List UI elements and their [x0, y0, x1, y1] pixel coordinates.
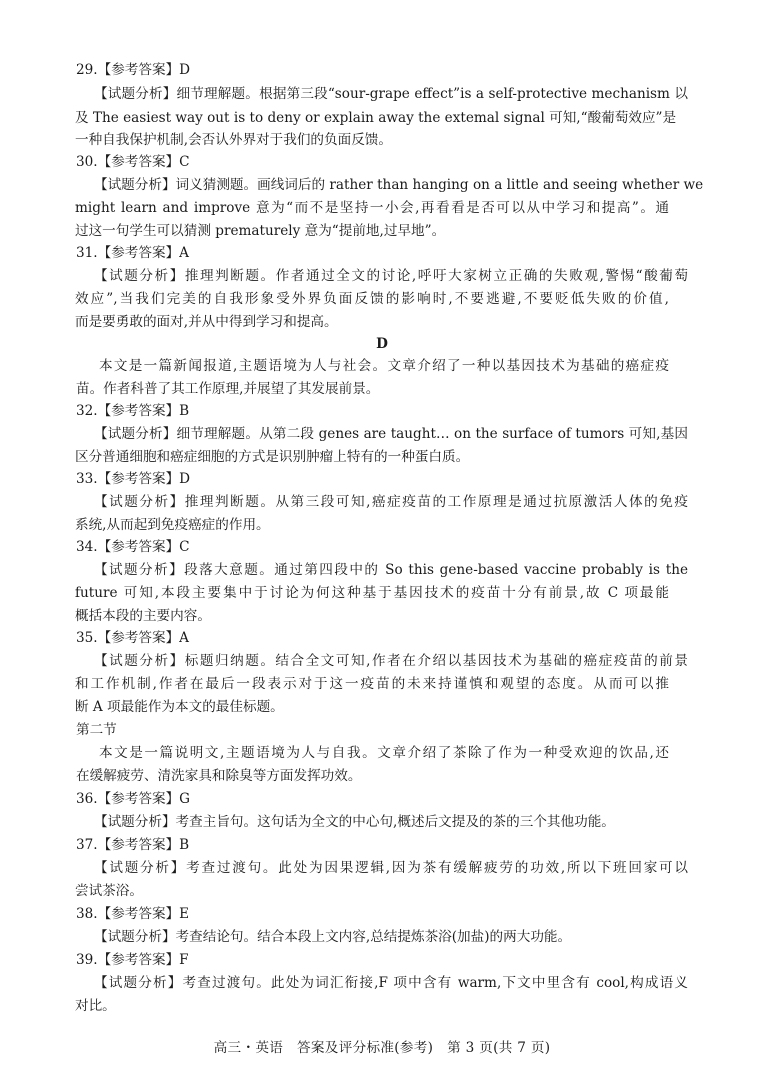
- analysis-35-line3: 断 A 项最能作为本文的最佳标题。: [75, 699, 284, 715]
- answer-34: 34.【参考答案】C: [76, 539, 190, 555]
- analysis-38: 【试题分析】考查结论句。结合本段上文内容,总结提炼茶浴(加盐)的两大功能。: [94, 929, 572, 945]
- analysis-30: 【试题分析】词义猜测题。画线词后的 rather than hanging on a little and seeing whether we: [94, 177, 704, 193]
- passage-d-summary-line2: 苗。作者科普了其工作原理,并展望了其发展前景。: [76, 381, 380, 397]
- answer-37: 37.【参考答案】B: [76, 837, 190, 853]
- analysis-37-line2: 尝试茶浴。: [75, 883, 143, 899]
- section-heading-d: D: [376, 336, 388, 352]
- analysis-31-line2: 效应”,当我们完美的自我形象受外界负面反馈的影响时,不要逃避,不要贬低失败的价值,: [75, 291, 669, 307]
- analysis-39-line2: 对比。: [75, 998, 116, 1014]
- passage-part2-summary-line2: 在缓解疲劳、清洗家具和除臭等方面发挥功效。: [76, 768, 362, 784]
- answer-38: 38.【参考答案】E: [76, 906, 190, 922]
- passage-d-summary: 本文是一篇新闻报道,主题语境为人与社会。文章介绍了一种以基因技术为基础的癌症疫: [99, 358, 669, 374]
- analysis-35-line2: 和工作机制,作者在最后一段表示对于这一疫苗的未来持谨慎和观望的态度。从而可以推: [75, 676, 669, 692]
- analysis-31: 【试题分析】推理判断题。作者通过全文的讨论,呼吁大家树立正确的失败观,警惕“酸葡萄: [94, 268, 688, 284]
- answer-32: 32.【参考答案】B: [76, 403, 190, 419]
- analysis-34-line3: 概括本段的主要内容。: [75, 608, 211, 624]
- analysis-33: 【试题分析】推理判断题。从第三段可知,癌症疫苗的工作原理是通过抗原激活人体的免疫: [94, 494, 688, 510]
- analysis-29: 【试题分析】细节理解题。根据第三段“sour-grape effect”is a self-protective mechanism 以: [94, 86, 688, 102]
- passage-part2-summary: 本文是一篇说明文,主题语境为人与自我。文章介绍了茶除了作为一种受欢迎的饮品,还: [99, 745, 669, 761]
- page-footer: 高三・英语 答案及评分标准(参考) 第 3 页(共 7 页): [213, 1040, 551, 1056]
- analysis-29-line3: 一种自我保护机制,会否认外界对于我们的负面反馈。: [75, 132, 392, 148]
- answer-39: 39.【参考答案】F: [76, 952, 189, 968]
- answer-35: 35.【参考答案】A: [76, 630, 189, 646]
- analysis-33-line2: 系统,从而起到免疫癌症的作用。: [75, 517, 270, 533]
- analysis-32: 【试题分析】细节理解题。从第二段 genes are taught… on the surface of tumors 可知,基因: [94, 426, 688, 442]
- analysis-35: 【试题分析】标题归纳题。结合全文可知,作者在介绍以基因技术为基础的癌症疫苗的前景: [94, 653, 688, 669]
- analysis-37: 【试题分析】考查过渡句。此处为因果逻辑,因为茶有缓解疲劳的功效,所以下班回家可以: [94, 860, 688, 876]
- analysis-30-line2: might learn and improve 意为“而不是坚持一小会,再看看是否可以从中学习和提高”。通: [75, 200, 669, 216]
- analysis-34-line2: future 可知,本段主要集中于讨论为何这种基于基因技术的疫苗十分有前景,故 C 项最能: [75, 585, 669, 601]
- section-heading-part2: 第二节: [76, 722, 117, 738]
- analysis-39: 【试题分析】考查过渡句。此处为词汇衔接,F 项中含有 warm,下文中里含有 cool,构成语义: [94, 975, 688, 991]
- answer-33: 33.【参考答案】D: [76, 471, 191, 487]
- answer-30: 30.【参考答案】C: [76, 154, 190, 170]
- analysis-34: 【试题分析】段落大意题。通过第四段中的 So this gene-based vaccine probably is the: [94, 562, 688, 578]
- answer-29: 29.【参考答案】D: [76, 62, 191, 78]
- analysis-36: 【试题分析】考查主旨句。这句话为全文的中心句,概述后文提及的茶的三个其他功能。: [94, 814, 615, 830]
- analysis-32-line2: 区分普通细胞和癌症细胞的方式是识别肿瘤上特有的一种蛋白质。: [75, 449, 470, 465]
- analysis-29-line2: 及 The easiest way out is to deny or explain away the extemal signal 可知,“酸葡萄效应”是: [75, 110, 677, 126]
- analysis-31-line3: 而是要勇敢的面对,并从中得到学习和提高。: [75, 314, 338, 330]
- answer-36: 36.【参考答案】G: [76, 791, 191, 807]
- analysis-30-line3: 过这一句学生可以猜测 prematurely 意为“提前地,过早地”。: [75, 223, 446, 239]
- answer-31: 31.【参考答案】A: [76, 245, 189, 261]
